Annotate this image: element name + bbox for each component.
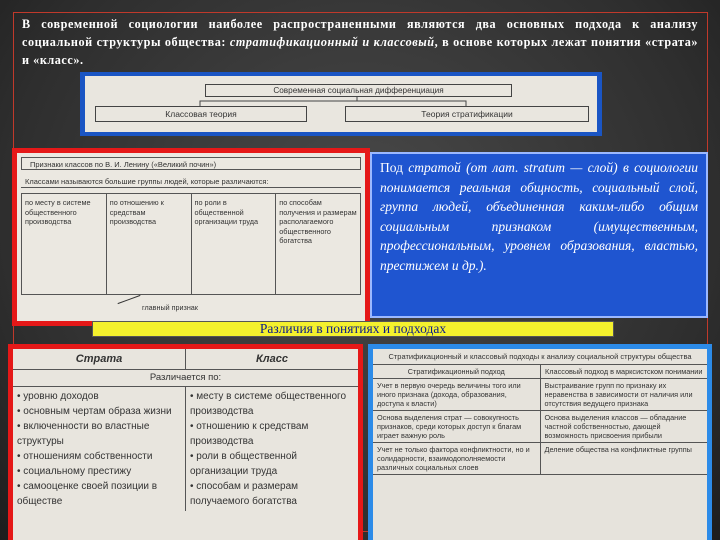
table-cell: Учет в первую очередь величины того или иного признака (дохода, образования, доступа к власти) (373, 379, 541, 410)
table-cell: Деление общества на конфликтные группы (544, 445, 692, 454)
lenin-footnote: главный признак (142, 303, 198, 312)
table-cell: Выстраивание групп по признаку их неравенства в зависимости от наличия или отсутствия ведущего признака (544, 381, 693, 408)
approaches-table (373, 349, 707, 540)
header-marxist: Классовый подход в марксистском понимании (545, 367, 703, 376)
differs-by-label: Различается по: (13, 370, 358, 387)
lenin-class-table (17, 153, 365, 321)
definition-part: stratum (523, 160, 566, 175)
table-header-row (373, 365, 707, 379)
diagram-stratification-theory: Теория стратификации (345, 106, 589, 122)
lenin-criterion: по отношению к средствам производства (107, 194, 192, 294)
list-item: • способам и размерам получаемого богатства (190, 481, 299, 507)
list-item: • уровню доходов (17, 391, 99, 402)
table-row (373, 379, 707, 411)
list-item: • самооценке своей позиции в обществе (17, 481, 158, 507)
intro-italic: стратификационный и классовый (229, 35, 435, 49)
definition-part: стратой (от лат. (408, 160, 524, 175)
list-item: • роли в общественной организации труда (190, 451, 297, 477)
table-cell: Учет не только фактора конфликтности, но и солидарности, взаимодополняемости различных социальных слоев (373, 443, 541, 474)
list-item: • социальному престижу (17, 466, 132, 477)
strata-definition (370, 152, 708, 318)
list-item: • отношениям собственности (17, 451, 153, 462)
diagram-top-box: Современная социальная дифференциация (205, 84, 512, 97)
list-item: • месту в системе общественного производства (190, 391, 347, 417)
intro-text (22, 15, 698, 69)
table-cell: Основа выделения страт — совокупность признаков, среди которых доступ к благам играет важную роль (373, 411, 541, 442)
differentiation-diagram (85, 76, 597, 132)
differences-banner: Различия в понятиях и подходах (92, 321, 614, 337)
lenin-criterion: по способам получения и размерам располагаемого общественного богатства (279, 198, 357, 245)
strata-class-body (13, 387, 358, 511)
strata-criteria (13, 387, 186, 511)
list-item: • отношению к средствам производства (190, 421, 309, 447)
list-item: • включенности во властные структуры (17, 421, 150, 447)
lenin-criteria (21, 193, 361, 295)
definition-part: — слой) в социологии понимается реальная общность, социальный слой, группа людей, объединенная каким-либо общим социальным признаком (имущественным, профессиональным, уровнем образования, властью, престижем и др.). (380, 160, 698, 273)
diagram-frame (80, 72, 602, 136)
lenin-description: Классами называются большие группы людей, которые различаются: (21, 175, 361, 188)
class-criteria (186, 387, 358, 511)
strata-class-table (13, 349, 358, 540)
diagram-connectors (85, 76, 597, 132)
intro-part1: В современной социологии наиболее распространенными являются два основных подхода к анализу социальной структуры общества: (22, 17, 698, 49)
intro-part2: , в основе которых лежат понятия «страта» и «класс». (22, 35, 698, 67)
approaches-title: Стратификационный и классовый подходы к анализу социальной структуры общества (373, 349, 707, 365)
diagram-class-theory: Классовая теория (95, 106, 307, 122)
header-class: Класс (256, 353, 288, 365)
lenin-title: Признаки классов по В. И. Ленину («Великий почин») (21, 157, 361, 170)
strata-class-header (13, 349, 358, 370)
table-cell: Основа выделения классов — обладание частной собственностью, дающей возможность присвоения прибыли (544, 413, 687, 440)
arrow-icon (118, 295, 141, 304)
approaches-frame (368, 344, 712, 540)
definition-part: Под (380, 160, 409, 175)
table-row (373, 411, 707, 443)
header-strata: Страта (13, 349, 186, 369)
strata-class-frame (8, 344, 363, 540)
lenin-criterion: по роли в общественной организации труда (192, 194, 277, 294)
table-row (373, 443, 707, 475)
header-stratification: Стратификационный подход (373, 365, 541, 378)
list-item: • основным чертам образа жизни (17, 406, 172, 417)
lenin-criterion: по месту в системе общественного производства (22, 194, 107, 294)
lenin-frame (12, 148, 370, 326)
